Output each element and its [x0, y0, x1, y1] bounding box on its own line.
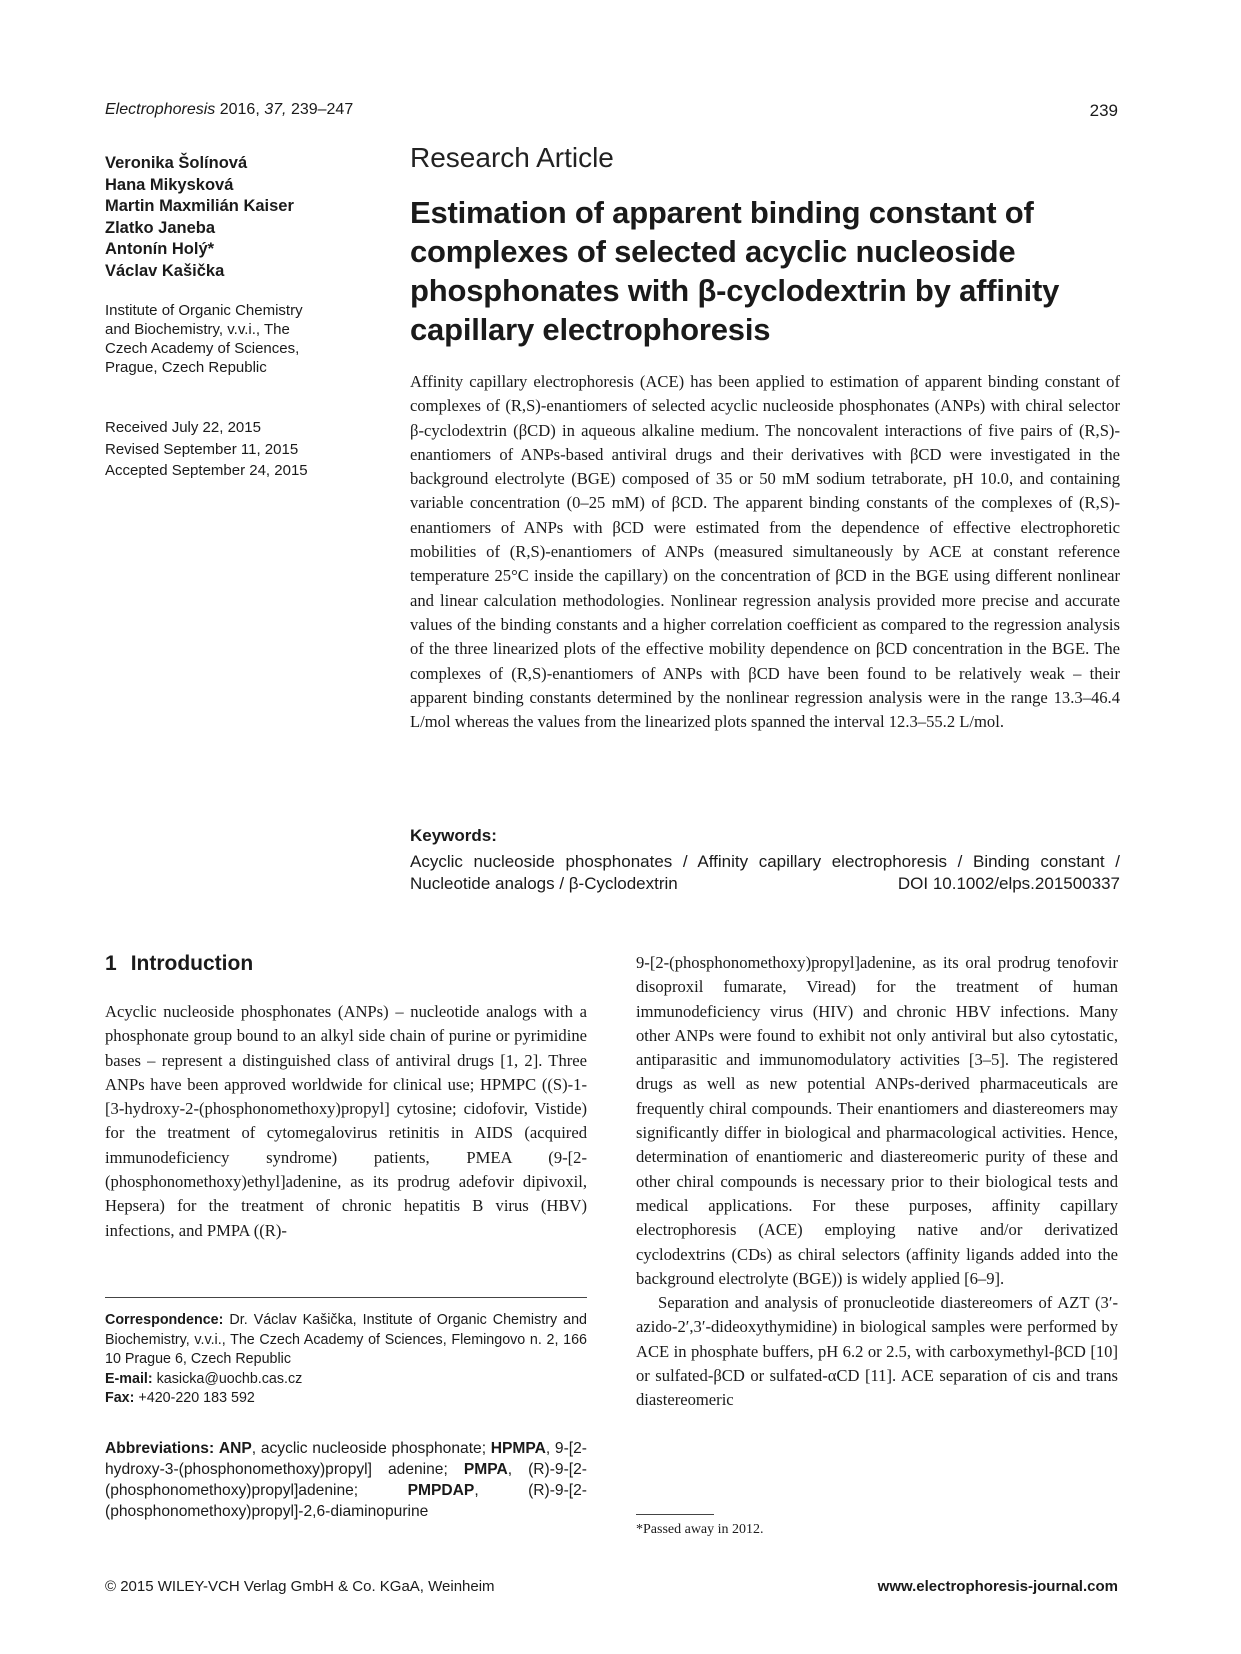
abstract: Affinity capillary electrophoresis (ACE) has been applied to estimation of apparent binding constant of complexes of (R,S)-enantiomers of selected acyclic nucleoside phosphonates (ANPs) with chiral selector β-cyclodextrin (βCD) in aqueous alkaline medium. The noncovalent interactions of five pairs of (R,S)-enantiomers of ANPs-based antiviral drugs and their derivatives with βCD were investigated in the background electrolyte (BGE) composed of 35 or 50 mM sodium tetraborate, pH 10.0, and containing variable concentration (0–25 mM) of βCD. The apparent binding constants of the complexes of (R,S)-enantiomers of ANPs with βCD were estimated from the dependence of effective electrophoretic mobilities of (R,S)-enantiomers of ANPs (measured simultaneously by ACE at constant reference temperature 25°C inside the capillary) on the concentration of βCD in the BGE using different nonlinear and linear calculation methodologies. Nonlinear regression analysis provided more precise and accurate values of the binding constants and a higher correlation coefficient as compared to the regression analysis of the three linearized plots of the effective mobility dependence on βCD concentration in the BGE. The complexes of (R,S)-enantiomers of ANPs with βCD have been found to be relatively weak – their apparent binding constants determined by the nonlinear regression analysis were in the range 13.3–46.4 L/mol whereas the values from the linearized plots spanned the interval 12.3–55.2 L/mol. [410, 372, 1120, 732]
affiliation-line: Prague, Czech Republic [105, 359, 267, 376]
author-list [105, 153, 385, 282]
submission-dates [105, 417, 385, 482]
article-title: Estimation of apparent binding constant of complexes of selected acyclic nucleoside phosphonates with β-cyclodextrin by affinity capillary electrophoresis [410, 195, 1060, 347]
affiliation-line: Institute of Organic Chemistry [105, 302, 303, 319]
received-date: Received July 22, 2015 [105, 419, 261, 436]
abbreviation-definition: acyclic nucleoside phosphonate; [260, 1440, 487, 1457]
intro-left-column [105, 1000, 587, 1243]
abbreviation-definition: (R)-9-[2-(phosphonomethoxy)propyl]-2,6-diaminopurine [105, 1482, 587, 1520]
copyright: © 2015 WILEY-VCH Verlag GmbH & Co. KGaA, Weinheim [105, 1578, 495, 1595]
paragraph: Separation and analysis of pronucleotide diastereomers of AZT (3′-azido-2′,3′-dideoxythymidine) in biological samples were performed by ACE in phosphate buffers, pH 6.2 or 2.5, with carboxymethyl-βCD [10] or sulfated-βCD or sulfated-αCD [11]. ACE separation of cis and trans diastereomeric [636, 1293, 1118, 1410]
author: Martin Maxmilián Kaiser [105, 197, 294, 215]
keywords-block [410, 851, 1120, 895]
abbreviation: PMPA [463, 1461, 508, 1478]
keywords: Acyclic nucleoside phosphonates / Affinity capillary electrophoresis / Binding constant / Nucleotide analogs / β-Cyclodextrin [410, 852, 1120, 893]
section-heading [105, 952, 253, 976]
email-label: E-mail: [105, 1370, 153, 1387]
footnote-divider [636, 1514, 714, 1515]
author: Hana Mikysková [105, 175, 234, 194]
footnote: *Passed away in 2012. [636, 1522, 764, 1537]
journal-year: 2016, [219, 101, 260, 118]
correspondence [105, 1311, 587, 1409]
abbreviations: Abbreviations: ANP, acyclic nucleoside phosphonate; HPMPA, 9-[2-hydroxy-3-(phosphonomethoxy)propyl] adenine; PMPA, (R)-9-[2-(phosphonomethoxy)propyl]adenine; PMPDAP, (R)-9-[2-(phosphonomethoxy)propyl]-2,6-diaminopurine [105, 1440, 587, 1520]
revised-date: Revised September 11, 2015 [105, 440, 299, 458]
keywords-heading: Keywords: [410, 826, 497, 845]
abbreviation: HPMPA [490, 1440, 546, 1457]
abbreviation-definition: 9-[2-hydroxy-3-(phosphonomethoxy)propyl] adenine; [105, 1440, 587, 1478]
journal-name: Electrophoresis [105, 101, 216, 118]
accepted-date: Accepted September 24, 2015 [105, 462, 308, 479]
doi: DOI 10.1002/elps.201500337 [897, 874, 1120, 893]
page-number: 239 [1089, 101, 1118, 120]
abbreviation: PMPDAP [407, 1482, 475, 1499]
fax-label: Fax: [105, 1390, 135, 1407]
intro-right-column [636, 951, 1118, 1413]
journal-citation [105, 101, 353, 119]
journal-volume: 37, [264, 101, 287, 118]
correspondence-text: Dr. Václav Kašička, Institute of Organic Chemistry and Biochemistry, v.v.i., The Czech Academy of Sciences, Flemingovo n. 2, 166 10 Prague 6, Czech Republic [105, 1312, 587, 1368]
abbreviation-definition: (R)-9-[2-(phosphonomethoxy)propyl]adenine; [105, 1461, 587, 1499]
email-link[interactable]: kasicka@uochb.cas.cz [156, 1370, 303, 1387]
running-header [105, 101, 1118, 123]
affiliation-line: and Biochemistry, v.v.i., The [105, 321, 290, 338]
section-title: Introduction [130, 952, 254, 975]
journal-url-link[interactable]: www.electrophoresis-journal.com [877, 1578, 1118, 1595]
paragraph: Acyclic nucleoside phosphonates (ANPs) – nucleotide analogs with a phosphonate group bound to an alkyl side chain of purine or pyrimidine bases – represent a distinguished class of antiviral drugs [1, 2]. Three ANPs have been approved worldwide for clinical use; HPMPC ((S)-1-[3-hydroxy-2-(phosphonomethoxy)propyl] cytosine; cidofovir, Vistide) for the treatment of cytomegalovirus retinitis in AIDS (acquired immunodeficiency syndrome) patients, PMEA (9-[2-(phosphonomethoxy)ethyl]adenine, as its prodrug adefovir dipivoxil, Hepsera) for the treatment of chronic hepatitis B virus (HBV) infections, and PMPA ((R)- [105, 1002, 587, 1240]
author: Václav Kašička [105, 261, 225, 280]
section-number: 1 [105, 952, 117, 975]
affiliation-line: Czech Academy of Sciences, [105, 340, 300, 357]
correspondence-label: Correspondence: [105, 1312, 224, 1328]
author: Zlatko Janeba [105, 218, 216, 237]
abbreviation: ANP [218, 1440, 252, 1457]
abbreviations-label: Abbreviations: [105, 1440, 215, 1457]
fax-number: +420-220 183 592 [138, 1390, 255, 1407]
divider [105, 1297, 587, 1298]
author: Veronika Šolínová [105, 154, 248, 172]
affiliation [105, 301, 385, 377]
journal-pages: 239–247 [290, 101, 354, 118]
paragraph: 9-[2-(phosphonomethoxy)propyl]adenine, as its oral prodrug tenofovir disoproxil fumarate, Viread) for the treatment of human immunodeficiency virus (HIV) and chronic HBV infections. Many other ANPs were found to exhibit not only antiviral but also cytostatic, antiparasitic and immunomodulatory activities [3–5]. The registered drugs as well as new potential ANPs-derived pharmaceuticals are frequently chiral compounds. Their enantiomers and diastereomers may significantly differ in biological and pharmacological activities. Hence, determination of enantiomeric and diastereomeric purity of these and other chiral compounds is necessary prior to their biological tests and medical applications. For these purposes, affinity capillary electrophoresis (ACE) employing native and/or derivatized cyclodextrins (CDs) as chiral selectors (affinity ligands added into the background electrolyte (BGE)) is widely applied [6–9]. [636, 953, 1118, 1288]
author: Antonín Holý* [105, 240, 215, 258]
article-type: Research Article [410, 142, 614, 173]
